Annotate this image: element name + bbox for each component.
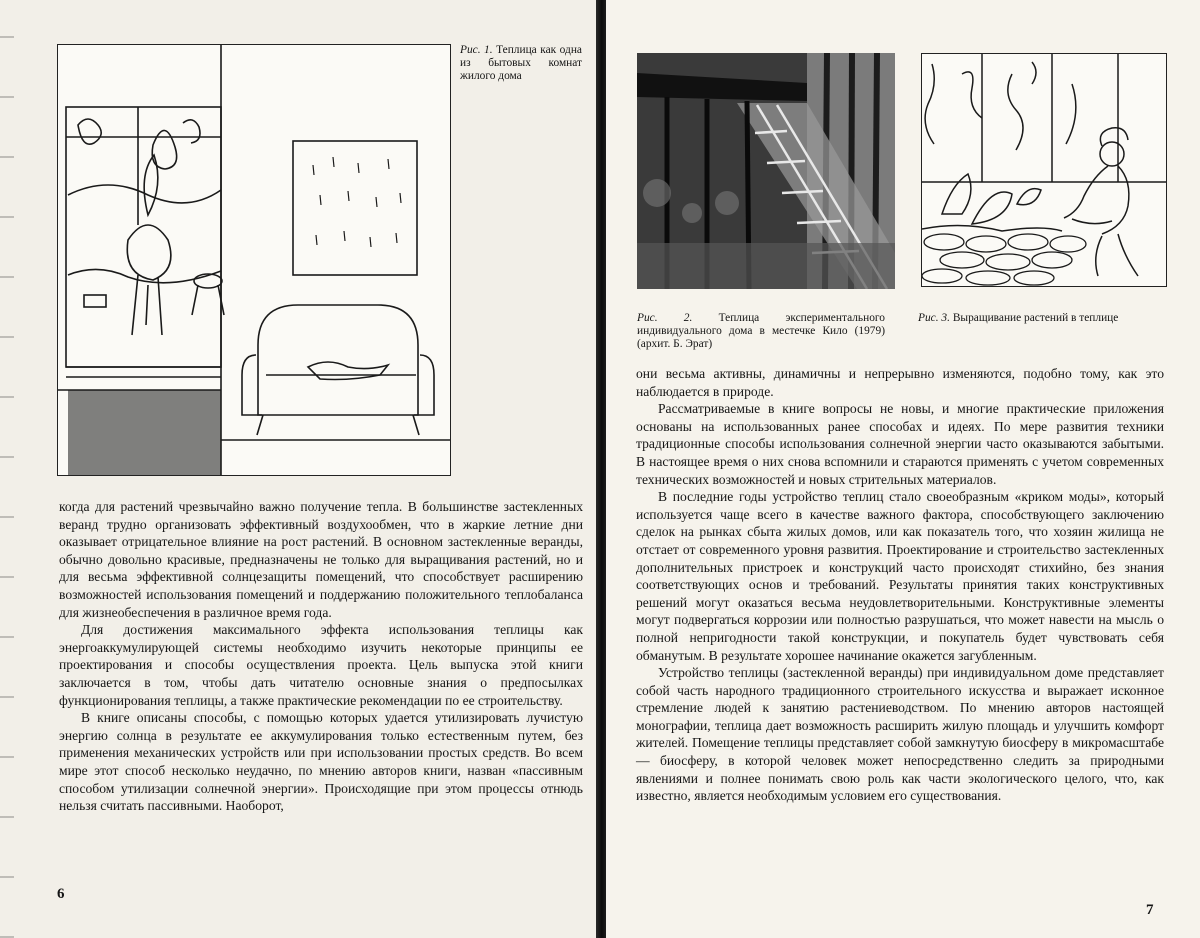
greenhouse-room-drawing xyxy=(58,45,450,475)
figure-3-label: Рис. 3. xyxy=(918,312,950,324)
figure-3-caption-text: Выращивание растений в теплице xyxy=(953,312,1119,324)
figure-1-illustration xyxy=(57,44,451,476)
page-edge-shadow xyxy=(0,0,14,938)
paragraph: В книге описаны способы, с помощью которых удается утилизировать лучистую энергию солнца в результате ее аккумулирования только естественным путем, без применения механических устройств или при использовании простых средств. Во всем мире этот способ несколько неудачно, по мнению авторов книги, назван «пассивным способом утилизации солнечной энергии». Происходящие при этом процессы отнюдь нельзя считать пассивными. Наоборот, xyxy=(59,709,583,815)
figure-1-caption-text: Теплица как одна из бытовых комнат жилого дома xyxy=(460,44,582,82)
figure-2-label: Рис. 2. xyxy=(637,312,692,324)
right-page-number: 7 xyxy=(1146,902,1154,919)
greenhouse-exterior-photo xyxy=(637,53,895,289)
figure-1-caption xyxy=(460,44,582,83)
left-page-body xyxy=(59,498,583,815)
figure-3-caption xyxy=(918,312,1168,325)
figure-2-photo xyxy=(637,53,895,289)
paragraph: Для достижения максимального эффекта использования теплицы как энергоаккумулирующей системы необходимо изучить некоторые принципы ее проектирования и способы осуществления проекта. Цель выпуска этой книги заключается в том, чтобы дать читателю основные знания о предпосылках функционирования теплицы, а также практические рекомендации по ее строительству. xyxy=(59,621,583,709)
paragraph: Устройство теплицы (застекленной веранды) при индивидуальном доме представляет собой часть народного традиционного строительного искусства и выражает исконное стремление людей к занятию растениеводством. По мнению авторов настоящей монографии, теплица дает возможность расширить жилую площадь и улучшить комфорт жителей. Помещение теплицы представляет собой замкнутую биосферу в микромасштабе — биосферу, в которой человек может непосредственно следить за природными явлениями и полнее понимать свою роль как части экологического целого, что, как известно, является необходимым условием его существования. xyxy=(636,664,1164,805)
figure-3-illustration xyxy=(921,53,1167,287)
growing-plants-drawing xyxy=(922,54,1166,286)
right-page-body xyxy=(636,365,1164,805)
left-page xyxy=(0,0,600,938)
paragraph: когда для растений чрезвычайно важно получение тепла. В большинстве застекленных веранд трудно организовать эффективный воздухообмен, что в жаркие летние дни оказывает отрицательное влияние на рост растений. В основном застекленные веранды, обычно довольно красивые, предназначены не только для выращивания растений, но и для весьма эффективной солнцезащиты помещений, что способствует расширению возможностей использования помещений и поддержанию положительного теплобаланса для жизнеобеспечения в различное время года. xyxy=(59,498,583,621)
paragraph: они весьма активны, динамичны и непрерывно изменяются, подобно тому, как это наблюдается в природе. xyxy=(636,365,1164,400)
figure-2-caption xyxy=(637,312,885,351)
right-page xyxy=(606,0,1200,938)
left-page-number: 6 xyxy=(57,886,65,903)
paragraph: Рассматриваемые в книге вопросы не новы, и многие практические приложения основаны на использованных ранее способах и идеях. По мере развития техники традиционные способы использования солнечной энергии часто оказываются забытыми. В настоящее время о них снова вспомнили и стараются применять с учетом современных технических возможностей и новых стрительных материалов. xyxy=(636,400,1164,488)
figure-2-caption-text: Теплица экспериментального индивидуального дома в местечке Кило (1979) (архит. Б. Эрат) xyxy=(637,312,885,350)
figure-1-label: Рис. 1. xyxy=(460,44,493,56)
paragraph: В последние годы устройство теплиц стало своеобразным «криком моды», который используется чаще всего в качестве важного фактора, способствующего заключению сделок на рынках сбыта жилых домов, или как показатель того, что хозяин жилища не отстает от современного уровня развития. Проектирование и строительство застекленных дополнительных пристроек и конструкций часто происходят стихийно, без знания соответствующих основ и требований. Результаты принятия таких конструктивных решений могут оказаться весьма неудовлетворительными. Конструктивные элементы могут подвергаться коррозии или полностью разрушаться, что может навести на мысль о полной непригодности такой конструкции, и покупатель будет чувствовать себя обманутым. В результате хорошее начинание окажется загубленным. xyxy=(636,488,1164,664)
